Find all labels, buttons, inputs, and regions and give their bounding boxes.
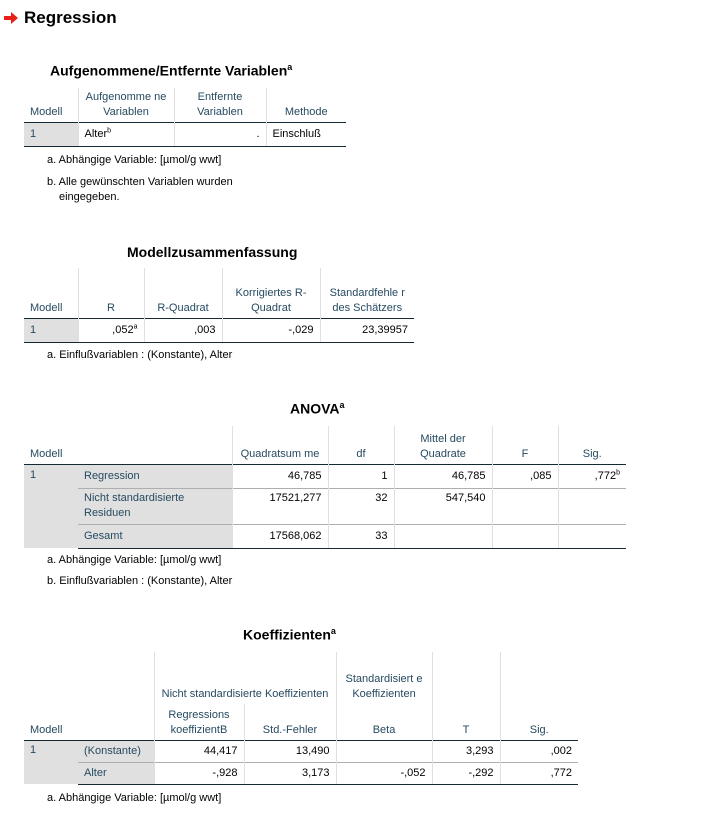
row-label: Nicht standardisierte Residuen — [78, 488, 232, 524]
ss-cell: 17521,277 — [232, 488, 328, 524]
sig-cell — [558, 488, 626, 524]
table-title-coefficients — [243, 626, 336, 643]
variables-table — [24, 88, 346, 147]
title-text: Aufgenommene/Entfernte Variablen — [50, 62, 288, 79]
model-cell: 1 — [24, 740, 78, 784]
group-header: Standardisiert e Koeffizienten — [336, 652, 432, 704]
footnote: b. Alle gewünschten Variablen wurden — [47, 176, 233, 188]
df-cell: 32 — [328, 488, 394, 524]
ss-cell: 46,785 — [232, 464, 328, 488]
df-cell: 1 — [328, 464, 394, 488]
table-title-model-summary: Modellzusammenfassung — [127, 244, 298, 260]
footnote: a. Einflußvariablen : (Konstante), Alter — [47, 349, 233, 361]
col-header: Sig. — [558, 426, 626, 464]
table-title-variables — [50, 62, 292, 79]
col-header: Methode — [266, 88, 346, 122]
arrow-right-icon — [4, 12, 18, 24]
table-title-anova — [290, 400, 345, 417]
title-footnote-mark: a — [330, 626, 336, 636]
b-cell: -,928 — [154, 762, 244, 784]
se-cell: 3,173 — [244, 762, 336, 784]
entered-value: Alter — [84, 128, 108, 140]
section-title: Regression — [24, 8, 117, 27]
col-header-blank — [78, 704, 154, 740]
col-header: Mittel der Quadrate — [394, 426, 492, 464]
col-header: df — [328, 426, 394, 464]
f-cell — [492, 524, 558, 548]
col-header: T — [432, 704, 500, 740]
col-header-blank — [24, 652, 78, 704]
ss-cell: 17568,062 — [232, 524, 328, 548]
footnote-mark: a — [133, 323, 138, 331]
model-cell: 1 — [24, 464, 78, 548]
col-header-blank — [78, 426, 232, 464]
col-header: Modell — [30, 447, 63, 460]
ms-cell: 46,785 — [394, 464, 492, 488]
r-cell — [78, 318, 144, 342]
title-text: Koeffizienten — [243, 626, 331, 643]
col-header-blank — [500, 652, 578, 704]
beta-cell — [336, 740, 432, 762]
table-row — [24, 740, 578, 762]
adj-r2-cell: -,029 — [222, 318, 320, 342]
model-cell: 1 — [24, 318, 78, 342]
row-label: Regression — [78, 464, 232, 488]
col-header: Beta — [336, 704, 432, 740]
b-cell: 44,417 — [154, 740, 244, 762]
footnote-mark: b — [616, 469, 620, 477]
r-value: ,052 — [112, 324, 134, 336]
row-label: Alter — [78, 762, 154, 784]
sig-cell — [558, 524, 626, 548]
anova-table — [24, 426, 626, 549]
col-header: Aufgenomme ne Variablen — [78, 88, 174, 122]
df-cell: 33 — [328, 524, 394, 548]
f-cell: ,085 — [492, 464, 558, 488]
se-cell: 13,490 — [244, 740, 336, 762]
row-label: (Konstante) — [78, 740, 154, 762]
footnote: b. Einflußvariablen : (Konstante), Alter — [47, 575, 233, 587]
col-header: Std.-Fehler — [244, 704, 336, 740]
model-cell: 1 — [24, 122, 78, 146]
removed-cell: . — [174, 122, 266, 146]
title-footnote-mark: a — [287, 62, 293, 72]
col-header: Regressions koeffizientB — [154, 704, 244, 740]
t-cell: 3,293 — [432, 740, 500, 762]
title-footnote-mark: a — [339, 400, 345, 410]
footnote-mark: b — [107, 127, 112, 135]
col-header: Modell — [30, 723, 63, 736]
t-cell: -,292 — [432, 762, 500, 784]
section-header — [4, 8, 117, 28]
table-row — [24, 762, 578, 784]
col-header: F — [492, 426, 558, 464]
sig-cell: ,002 — [500, 740, 578, 762]
sig-cell: ,772 — [500, 762, 578, 784]
group-header: Nicht standardisierte Koeffizienten — [154, 652, 336, 704]
col-header: Quadratsum me — [232, 426, 328, 464]
col-header: R-Quadrat — [144, 268, 222, 318]
title-text: ANOVA — [290, 400, 340, 417]
se-cell: 23,39957 — [320, 318, 414, 342]
r2-cell: ,003 — [144, 318, 222, 342]
col-header: Entfernte Variablen — [174, 88, 266, 122]
col-header-blank — [78, 652, 154, 704]
col-header: Korrigiertes R-Quadrat — [222, 268, 320, 318]
sig-value: ,772 — [594, 470, 617, 482]
col-header: Standardfehle r des Schätzers — [320, 268, 414, 318]
model-summary-table — [24, 268, 414, 343]
sig-cell — [558, 464, 626, 488]
table-row — [24, 524, 626, 548]
col-header: Modell — [30, 105, 63, 118]
table-row — [24, 488, 626, 524]
footnote: a. Abhängige Variable: [µmol/g wwt] — [47, 554, 222, 566]
method-cell: Einschluß — [266, 122, 346, 146]
table-row — [24, 122, 346, 146]
col-header-blank — [432, 652, 500, 704]
table-row — [24, 464, 626, 488]
footnote: a. Abhängige Variable: [µmol/g wwt] — [47, 154, 222, 166]
ms-cell: 547,540 — [394, 488, 492, 524]
beta-cell: -,052 — [336, 762, 432, 784]
entered-cell — [78, 122, 174, 146]
row-label: Gesamt — [78, 524, 232, 548]
col-header: R — [78, 268, 144, 318]
coefficients-table — [24, 652, 578, 785]
col-header: Modell — [30, 301, 63, 314]
ms-cell — [394, 524, 492, 548]
footnote: eingegeben. — [59, 191, 120, 203]
footnote: a. Abhängige Variable: [µmol/g wwt] — [47, 792, 222, 804]
table-row — [24, 318, 414, 342]
f-cell — [492, 488, 558, 524]
col-header: Sig. — [500, 704, 578, 740]
